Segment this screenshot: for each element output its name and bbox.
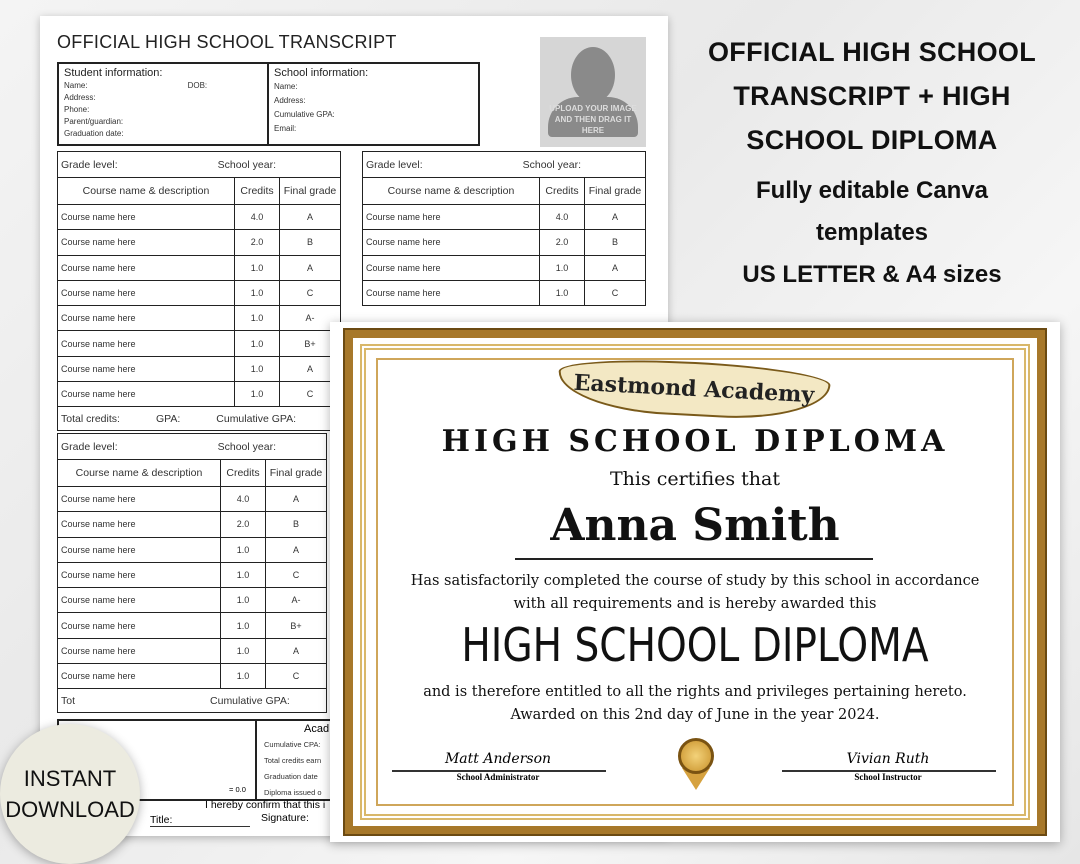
credits[interactable]: 1.0 <box>221 613 266 638</box>
final-grade[interactable]: B+ <box>266 613 327 638</box>
course-name[interactable]: Course name here <box>363 255 540 280</box>
column-header: Final grade <box>585 178 646 205</box>
photo-placeholder[interactable] <box>540 37 646 147</box>
signature-field[interactable]: Signature: <box>261 812 309 824</box>
instant-download-badge <box>0 724 140 864</box>
label: Tot <box>61 694 76 707</box>
school-year-label: School year: <box>217 158 276 171</box>
course-name[interactable]: Course name here <box>58 356 235 381</box>
table-row <box>58 664 327 689</box>
course-name[interactable]: Course name here <box>58 613 221 638</box>
table-row <box>58 382 341 407</box>
promo-text <box>672 30 1072 296</box>
credits[interactable]: 1.0 <box>540 255 585 280</box>
table-row <box>58 638 327 663</box>
final-grade[interactable]: A <box>280 205 341 230</box>
grade-level-label: Grade level: <box>61 158 118 171</box>
school-year-label: School year: <box>522 158 581 171</box>
table-row <box>363 230 646 255</box>
label: Cumulative GPA: <box>274 110 335 119</box>
label: Name: <box>274 82 298 91</box>
table-row <box>58 356 341 381</box>
academic-heading: Acad <box>304 723 330 735</box>
confirm-text: I hereby confirm that this i <box>205 799 326 811</box>
table-row <box>58 230 341 255</box>
course-name[interactable]: Course name here <box>58 255 235 280</box>
school-year-label: School year: <box>217 440 276 453</box>
course-name[interactable]: Course name here <box>58 280 235 305</box>
credits[interactable]: 1.0 <box>540 280 585 305</box>
grade-table <box>362 151 646 306</box>
final-grade[interactable]: A- <box>266 588 327 613</box>
column-header: Course name & description <box>363 178 540 205</box>
grade-level-row <box>363 152 646 178</box>
label: Email: <box>274 124 297 133</box>
column-header: Credits <box>221 460 266 487</box>
promo-heading: OFFICIAL HIGH SCHOOL <box>708 37 1036 67</box>
recipient-name: Anna Smith <box>550 500 840 551</box>
promo-subtext: Fully editable Canva <box>755 177 989 204</box>
course-name[interactable]: Course name here <box>58 306 235 331</box>
table-row <box>58 255 341 280</box>
student-info-heading: Student information: <box>64 67 163 79</box>
table-row <box>58 280 341 305</box>
badge-text: DOWNLOAD <box>5 797 135 822</box>
signature-1-role: School Administrator <box>456 772 540 782</box>
certifies-text: This certifies that <box>610 468 780 490</box>
final-grade[interactable]: A- <box>280 306 341 331</box>
final-grade[interactable]: C <box>280 382 341 407</box>
final-grade[interactable]: C <box>585 280 646 305</box>
column-header-row <box>58 178 341 205</box>
promo-subtext: templates <box>815 219 929 246</box>
course-name[interactable]: Course name here <box>58 562 221 587</box>
course-name[interactable]: Course name here <box>58 588 221 613</box>
label: DOB: <box>187 81 208 90</box>
label: Address: <box>274 96 306 105</box>
course-name[interactable]: Course name here <box>58 382 235 407</box>
course-name[interactable]: Course name here <box>363 205 540 230</box>
school-info <box>269 64 478 144</box>
badge-text: INSTANT <box>23 766 117 791</box>
totals-row <box>58 407 341 431</box>
signature-1: Matt Anderson <box>444 751 552 767</box>
label: Graduation date: <box>64 129 124 138</box>
grade-table <box>57 151 341 431</box>
table-row <box>58 205 341 230</box>
info-box <box>57 62 480 146</box>
column-header: Course name & description <box>58 460 221 487</box>
credits[interactable]: 2.0 <box>235 230 280 255</box>
label: Cumulative GPA: <box>216 412 297 425</box>
transcript-title: OFFICIAL HIGH SCHOOL TRANSCRIPT <box>57 32 397 52</box>
credits[interactable]: 1.0 <box>221 638 266 663</box>
credits[interactable]: 1.0 <box>235 331 280 356</box>
label: Address: <box>64 93 96 102</box>
seal-icon <box>678 738 714 774</box>
course-name[interactable]: Course name here <box>58 664 221 689</box>
credits[interactable]: 1.0 <box>235 280 280 305</box>
table-row <box>363 205 646 230</box>
column-header: Credits <box>540 178 585 205</box>
totals-row <box>58 689 327 713</box>
credits[interactable]: 1.0 <box>235 382 280 407</box>
label: Total credits: <box>61 412 120 425</box>
final-grade[interactable]: B <box>280 230 341 255</box>
course-name[interactable]: Course name here <box>58 487 221 512</box>
title-field[interactable]: Title: <box>150 814 250 827</box>
label: Phone: <box>64 105 90 114</box>
signature-2-role: School Instructor <box>854 772 922 782</box>
award-title: HIGH SCHOOL DIPLOMA <box>461 618 929 672</box>
label: Diploma issued o <box>264 788 322 797</box>
table-row <box>363 280 646 305</box>
diploma-title: HIGH SCHOOL DIPLOMA <box>441 424 949 459</box>
scale-value: = 0.0 <box>229 785 246 794</box>
course-name[interactable]: Course name here <box>58 331 235 356</box>
promo-heading: SCHOOL DIPLOMA <box>746 125 998 155</box>
column-header: Final grade <box>280 178 341 205</box>
final-grade[interactable]: A <box>266 487 327 512</box>
body-text: Has satisfactorily completed the course of study by this school in accordance <box>410 573 980 589</box>
table-row <box>58 306 341 331</box>
column-header-row <box>58 460 327 487</box>
credits[interactable]: 1.0 <box>221 588 266 613</box>
body-text: with all requirements and is hereby awarded this <box>513 596 877 612</box>
promo-subtext: US LETTER & A4 sizes <box>742 261 1002 288</box>
label: GPA: <box>155 412 181 425</box>
label: Name: <box>64 81 88 90</box>
final-grade[interactable]: A <box>280 356 341 381</box>
body-text: Awarded on this 2nd day of June in the year 2024. <box>510 707 880 723</box>
label: Cumulative CPA: <box>264 740 321 749</box>
credits[interactable]: 1.0 <box>221 664 266 689</box>
promo-heading: TRANSCRIPT + HIGH <box>733 81 1011 111</box>
course-name[interactable]: Course name here <box>363 280 540 305</box>
school-banner: Eastmond Academy <box>557 355 831 423</box>
table-row <box>58 588 327 613</box>
table-row <box>58 613 327 638</box>
table-row <box>58 331 341 356</box>
course-name[interactable]: Course name here <box>58 537 221 562</box>
final-grade[interactable]: A <box>585 205 646 230</box>
course-name[interactable]: Course name here <box>58 512 221 537</box>
final-grade[interactable]: A <box>266 638 327 663</box>
credits[interactable]: 1.0 <box>235 306 280 331</box>
student-info <box>59 64 269 144</box>
column-header: Final grade <box>266 460 327 487</box>
credits[interactable]: 4.0 <box>221 487 266 512</box>
course-name[interactable]: Course name here <box>58 638 221 663</box>
credits[interactable]: 1.0 <box>235 255 280 280</box>
label: Parent/guardian: <box>64 117 124 126</box>
label: Cumulative GPA: <box>210 694 290 707</box>
credits[interactable]: 4.0 <box>235 205 280 230</box>
credits[interactable]: 4.0 <box>540 205 585 230</box>
avatar-head-icon <box>571 47 615 103</box>
course-name[interactable]: Course name here <box>58 230 235 255</box>
photo-upload-text: UPLOAD YOUR IMAGE AND THEN DRAG IT HERE <box>548 97 638 137</box>
credits[interactable]: 1.0 <box>221 537 266 562</box>
course-name[interactable]: Course name here <box>58 205 235 230</box>
grade-table <box>57 433 327 713</box>
credits[interactable]: 2.0 <box>540 230 585 255</box>
diploma-template <box>330 322 1060 842</box>
grade-level-row <box>58 152 341 178</box>
final-grade[interactable]: B <box>266 512 327 537</box>
final-grade[interactable]: C <box>266 664 327 689</box>
final-grade[interactable]: B <box>585 230 646 255</box>
label: Total credits earn <box>264 756 322 765</box>
credits[interactable]: 1.0 <box>221 562 266 587</box>
grade-level-label: Grade level: <box>366 158 423 171</box>
table-row <box>58 537 327 562</box>
credits[interactable]: 1.0 <box>235 356 280 381</box>
course-name[interactable]: Course name here <box>363 230 540 255</box>
final-grade[interactable]: C <box>266 562 327 587</box>
final-grade[interactable]: A <box>280 255 341 280</box>
final-grade[interactable]: A <box>266 537 327 562</box>
school-info-heading: School information: <box>274 67 369 79</box>
table-row <box>58 562 327 587</box>
table-row <box>58 487 327 512</box>
grade-level-row <box>58 434 327 460</box>
table-row <box>58 512 327 537</box>
column-header: Credits <box>235 178 280 205</box>
column-header-row <box>363 178 646 205</box>
final-grade[interactable]: A <box>585 255 646 280</box>
final-grade[interactable]: B+ <box>280 331 341 356</box>
table-row <box>363 255 646 280</box>
signature-2: Vivian Ruth <box>846 751 930 767</box>
final-grade[interactable]: C <box>280 280 341 305</box>
body-text: and is therefore entitled to all the rights and privileges pertaining hereto. <box>423 684 967 700</box>
column-header: Course name & description <box>58 178 235 205</box>
credits[interactable]: 2.0 <box>221 512 266 537</box>
grade-level-label: Grade level: <box>61 440 118 453</box>
label: Graduation date <box>264 772 318 781</box>
